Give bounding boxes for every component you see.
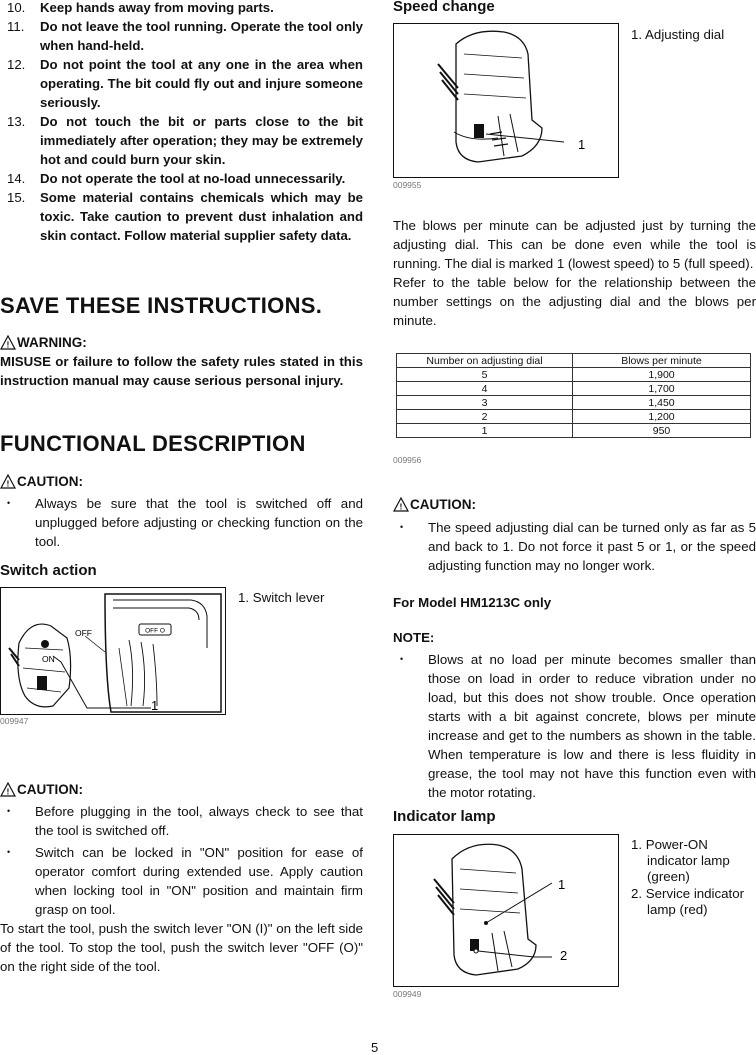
list-item: 13. Do not touch the bit or parts close to the bit immediately after operation; they may be extremely hot and could burn your skin. (7, 114, 363, 167)
list-item: 12. Do not point the tool at any one in the area when operating. The bit could fly out and injure someone seriously. (7, 57, 363, 110)
note-header: NOTE: (393, 630, 435, 645)
list-item: 15. Some material contains chemicals which may be toxic. Take caution to prevent dust inhalation and skin contact. Follow material supplier safety data. (7, 190, 363, 243)
off-label: OFF (75, 628, 92, 638)
safety-list (0, 0, 363, 245)
figure-code: 009955 (393, 180, 422, 190)
caution-triangle-icon (0, 474, 16, 489)
list-item: 10. Keep hands away from moving parts. (7, 0, 274, 15)
list-item: 11. Do not leave the tool running. Operate the tool only when hand-held. (7, 19, 363, 53)
svg-text:!: ! (6, 340, 10, 350)
model-note: For Model HM1213C only (393, 595, 552, 610)
caution-header: ! CAUTION: (0, 782, 363, 797)
speed-figure (393, 23, 619, 178)
caution-block-1 (0, 474, 363, 551)
switch-action-heading: Switch action (0, 562, 97, 579)
warning-text: MISUSE or failure to follow the safety rules stated in this instruction manual may cause serious personal injury. (0, 354, 363, 388)
table-row: 5 1,900 (397, 368, 751, 382)
figure-code: 009949 (393, 989, 422, 999)
indicator-lamp-heading: Indicator lamp (393, 808, 496, 825)
svg-text:!: ! (6, 787, 10, 797)
adjusting-dial-illustration (394, 24, 618, 177)
table-row: 3 1,450 (397, 396, 751, 410)
on-label: ON (42, 654, 55, 664)
figure-code: 009947 (0, 716, 29, 726)
inset-switch-label: OFF O (145, 627, 165, 635)
indicator-callout-2: 2. Service indicator lamp (red) (631, 886, 745, 917)
caution-header: ! CAUTION: (0, 474, 363, 489)
table-row: 4 1,700 (397, 382, 751, 396)
caution-block-2 (0, 782, 363, 976)
figure-callout-number: 1 (151, 698, 159, 713)
table-header-row: Number on adjusting dial Blows per minute (397, 354, 751, 368)
callout-number-1: 1 (558, 877, 566, 892)
speed-change-heading: Speed change (393, 0, 495, 15)
warning-block (0, 335, 363, 390)
caution-header: ! CAUTION: (393, 497, 756, 512)
caution-bullet: • The speed adjusting dial can be turned only as far as 5 and back to 1. Do not force it past 5 or 1, or the speed adjusting function may no longer work. (400, 520, 756, 573)
figure-callout-number: 1 (578, 137, 586, 152)
page-number: 5 (371, 1040, 379, 1055)
svg-text:!: ! (6, 479, 10, 489)
caution-bullet: • Switch can be locked in "ON" position for ease of operator comfort during extended use. Apply caution when locking tool in "ON" position and maintain firm grasp on tool. (7, 845, 363, 917)
speed-callout: 1. Adjusting dial (631, 27, 725, 42)
table-row: 2 1,200 (397, 410, 751, 424)
caution-bullet: • Always be sure that the tool is switched off and unplugged before adjusting or checking function on the tool. (7, 496, 363, 549)
switch-lever-illustration (1, 588, 225, 714)
list-item: 14. Do not operate the tool at no-load unnecessarily. (7, 171, 346, 186)
functional-description-heading: FUNCTIONAL DESCRIPTION (0, 431, 306, 456)
caution-block-3 (393, 497, 756, 575)
warning-header: ! WARNING: (0, 335, 363, 350)
caution-triangle-icon (0, 782, 16, 797)
note-bullet: • Blows at no load per minute becomes smaller than those on load in order to reduce vibration under no load, but this does not show trouble. Once operation starts with a bit against concrete, blows per minute increase and get to the numbers as shown in the table. When temperature is low and there is less fluidity in grease, the tool may not have this function even with the motor rotating. (400, 652, 756, 800)
switch-callout: 1. Switch lever (238, 590, 325, 605)
note-block (393, 630, 756, 802)
indicator-callout-1: 1. Power-ON indicator lamp (green) (631, 837, 730, 884)
table-row: 1 950 (397, 424, 751, 438)
speed-text: The blows per minute can be adjusted just by turning the adjusting dial. This can be done even while the tool is running. The dial is marked 1 (lowest speed) to 5 (full speed). Refer to the table below for the relationship between the number settings on the adjusting dial and the blows per minute. (393, 218, 756, 328)
caution-bullet: • Before plugging in the tool, always check to see that the tool is switched off. (7, 804, 363, 838)
speed-table (396, 353, 751, 438)
svg-text:!: ! (399, 502, 403, 512)
indicator-lamp-illustration (394, 835, 618, 986)
indicator-figure (393, 834, 619, 987)
table-code: 009956 (393, 455, 422, 465)
switch-figure (0, 587, 226, 715)
switch-instructions: To start the tool, push the switch lever "ON (I)" on the left side of the tool. To stop the tool, push the switch lever "OFF (O)" on the right side of the tool. (0, 921, 363, 974)
warning-triangle-icon (0, 335, 16, 350)
caution-triangle-icon (393, 497, 409, 512)
save-instructions-heading: SAVE THESE INSTRUCTIONS. (0, 293, 323, 318)
callout-number-2: 2 (560, 948, 568, 963)
